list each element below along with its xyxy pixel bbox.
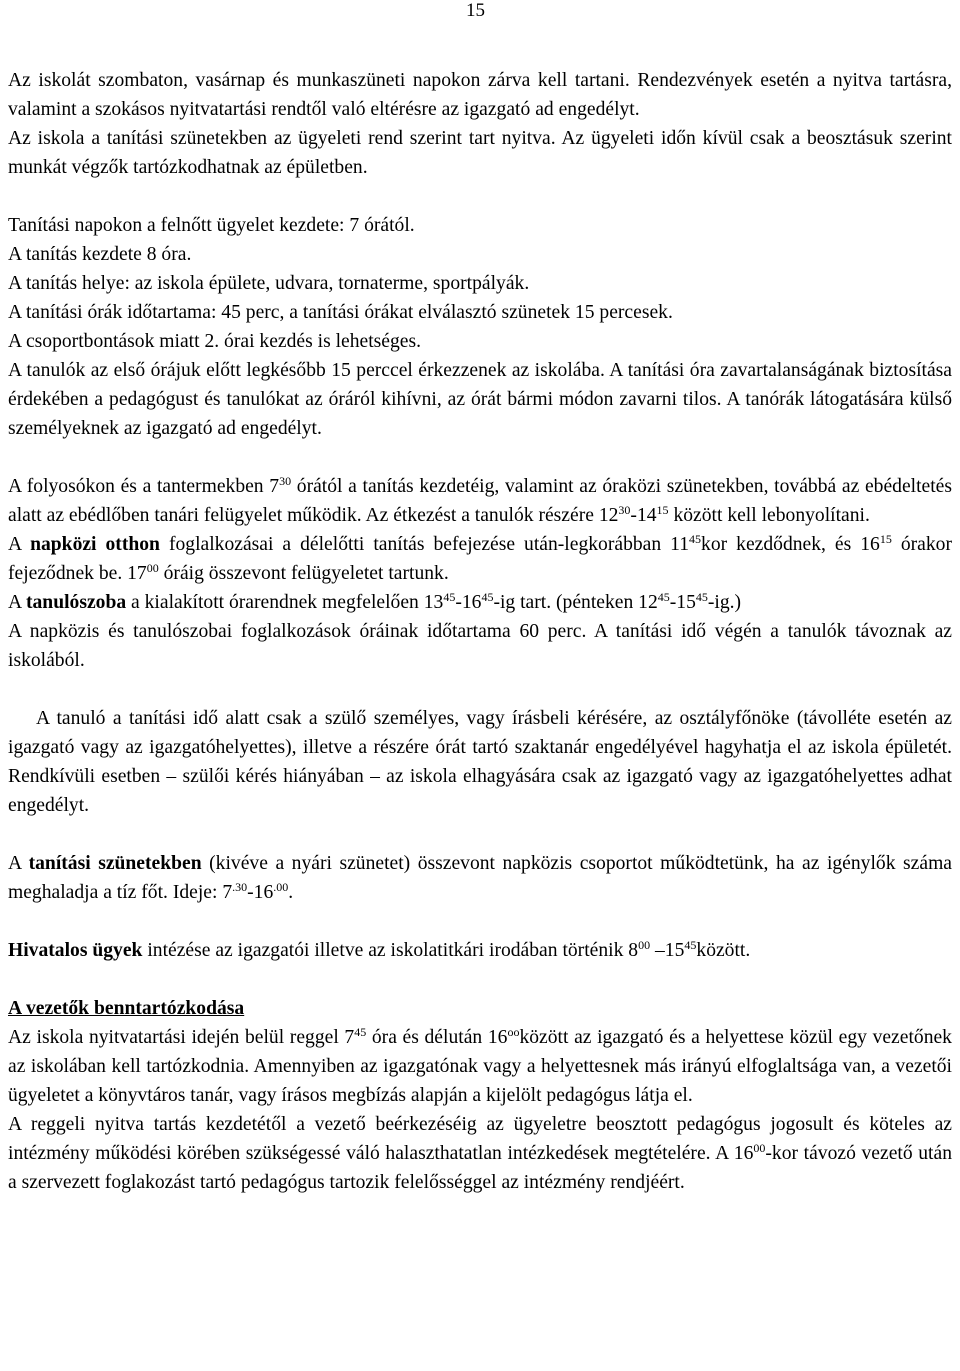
paragraph-teaching-place: A tanítás helye: az iskola épülete, udvara, tornaterme, sportpályák. [8,273,530,294]
paragraph-study-room: A tanulószoba a kialakított órarendnek megfelelően $13^{45}-16^{45}-ig$ tart. (pénteken $12^{45}-15^{45}-ig$.) [8,590,742,613]
paragraph-leaders-presence: Az iskola nyitvatartási idején belül reggel $7^{45}$ óra és délután $16^{oo}között$ az igazgató és a helyettese közül egy vezetőnek az iskolában kell tartózkodnia. Amennyiben az igazgatónak vagy a helyettesnek más irányú elfoglaltsága van, a vezetői ügyeletet a könyvtáros tanár, vagy írásos megbízás alapján a kijelölt pedagógus látja el. [8,1025,952,1106]
section-heading-leaders-presence: A vezetők benntartózkodása [8,998,245,1019]
paragraph-lesson-duration: A tanítási órák időtartama: 45 perc, a tanítási órákat elválasztó szünetek 15 percesek. [8,302,673,323]
paragraph-morning-duty: A reggeli nyitva tartás kezdetétől a vezető beérkezéséig az ügyeletre beosztott pedagógus jogosult és köteles az intézmény működési körében szükségessé váló halaszthatatlan intézkedések megtételére. A $16^{00}$-kor távozó vezető után a szervezett foglakozást tartó pedagógus tartozik felelősséggel az intézmény rendjéért. [8,1114,952,1193]
paragraph-day-care: A napközi otthon foglalkozásai a délelőtti tanítás befejezése után-legkorábban $11^{45}kor$ kezdődnek, és $16^{15}$ órakor fejeződnek be. $17^{00}$ óráig összevont felügyeletet tartunk. [8,532,953,584]
paragraph-office-hours: Hivatalos ügyek intézése az igazgatói illetve az iskolatitkári irodában történik $8^{00}$ $-15^{45}között$. [8,938,751,961]
paragraph-closing-days: Az iskolát szombaton, vasárnap és munkaszüneti napokon zárva kell tartani. Rendezvények esetén a nyitva tartásra, valamint a szokásos nyitvatartási rendtől való eltérésre az igazgató ad engedélyt. [8,70,952,120]
paragraph-school-breaks: A tanítási szünetekben (kivéve a nyári szünetet) összevont napközis csoportot működtetünk, ha az igénylők száma meghaladja a tíz főt. Ideje: $7^{.30}-16^{.00}$. [8,853,953,903]
office-matters-term: Hivatalos ügyek [8,940,143,961]
paragraph-corridor-supervision: A folyosókon és a tantermekben $7^{30}$ órától a tanítás kezdetéig, valamint az óraközi szünetekben, továbbá az ebédeltetés alatt az ebédlőben tanári felügyelet működik. Az étkezést a tanulók részére $12^{30}-14^{15}$ között kell lebonyolítani. [8,474,952,526]
document-body [8,66,952,1197]
study-room-term: tanulószoba [25,592,127,613]
paragraph-leaving-school: A tanuló a tanítási idő alatt csak a szülő személyes, vagy írásbeli kérésére, az osztályfőnöke (távolléte esetén az igazgató vagy az igazgatóhelyettes), illetve a részére órát tartó szaktanár engedélyével hagyhatja el az iskola épületét. Rendkívüli esetben – szülői kérés hiányában – az iskola elhagyására csak az igazgató vagy az igazgatóhelyettes adhat engedélyt. [8,708,952,816]
paragraph-group-split: A csoportbontások miatt 2. órai kezdés is lehetséges. [8,331,422,352]
paragraph-arrival-rules: A tanulók az első órájuk előtt legkésőbb 15 perccel érkezzenek az iskolába. A tanítási óra zavartalanságának biztosítása érdekében a pedagógust és tanulókat az óráról kihívni, az órát bármi módon zavarni tilos. A tanórák látogatására külső személyeknek az igazgató ad engedélyt. [8,360,952,439]
paragraph-holiday-duty: Az iskola a tanítási szünetekben az ügyeleti rend szerint tart nyitva. Az ügyeleti időn kívül csak a beosztásuk szerint munkát végzők tartózkodhatnak az épületben. [8,128,952,178]
school-breaks-term: tanítási szünetekben [28,853,202,874]
paragraph-adult-duty-start: Tanítási napokon a felnőtt ügyelet kezdete: 7 órától. [8,215,415,236]
paragraph-session-duration: A napközis és tanulószobai foglalkozások óráinak időtartama 60 perc. A tanítási idő végén a tanulók távoznak az iskolából. [8,621,952,671]
paragraph-teaching-start: A tanítás kezdete 8 óra. [8,244,192,265]
day-care-term: napközi otthon [30,534,160,555]
page-number: 15 [466,0,485,21]
